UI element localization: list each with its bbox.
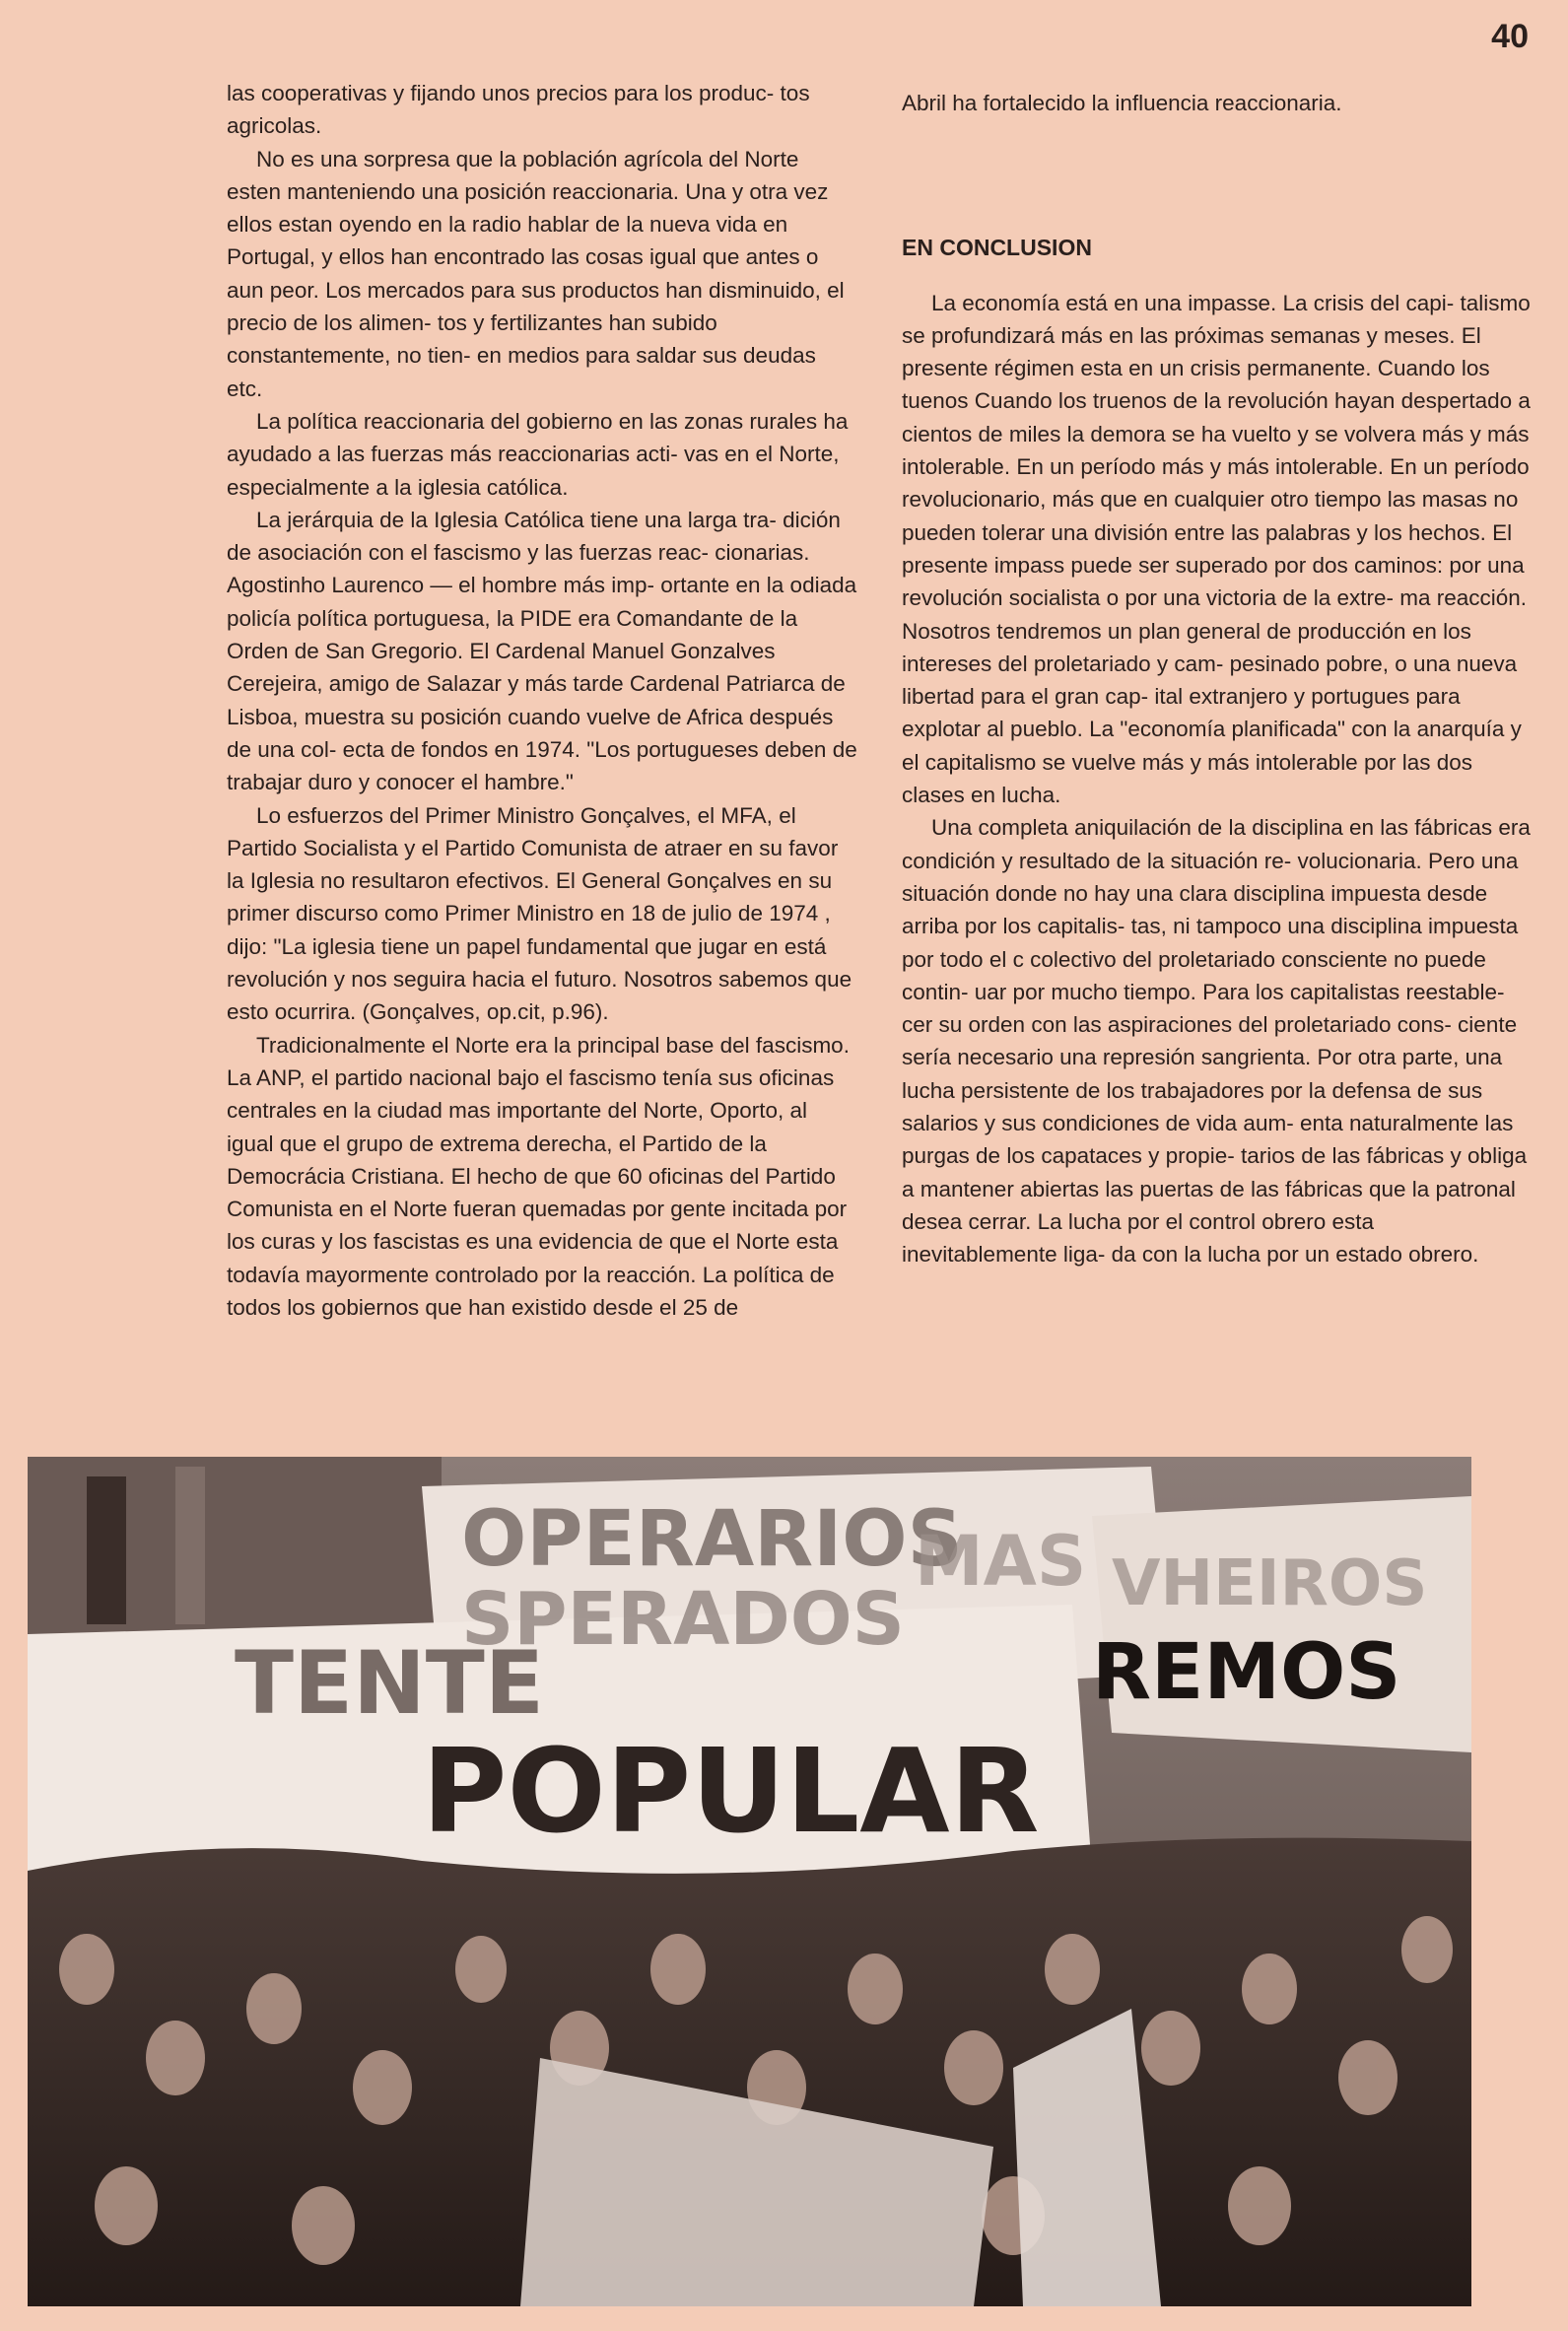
- banner-text-4: VHEIROS: [1112, 1547, 1428, 1620]
- banner-text-1: OPERARIOS: [461, 1495, 963, 1584]
- page-number: 40: [1491, 18, 1529, 55]
- right-paragraph-2: Una completa aniquilación de la disciplina en las fábricas era condición y resultado de la situación re- volucionaria. Pero una situación donde no hay una clara disciplina impuesta desde arriba por los capitalis- tas, ni tampoco una disciplina impuesta por todo el c colectivo del proletariado consciente no puede contin- uar por mucho tiempo. Para los capitalistas reestable- cer su orden con las aspiraciones del proletariado cons- ciente sería necesario una represión sangrienta. Por otra parte, una lucha persistente de los trabajadores por la defensa de sus salarios y sus condiciones de vida aum- enta naturalmente las purgas de los capataces y propie- tarios de las fábricas y obliga a mantener abiertas las puertas de las fábricas que la patronal desea cerrar. La lucha por el control obrero esta inevitablemente liga- da con la lucha por un estado obrero.: [902, 815, 1531, 1268]
- section-heading: EN CONCLUSION: [902, 235, 1092, 261]
- banner-text-2: SPERADOS: [461, 1577, 905, 1662]
- protest-photo-illustration: [28, 1457, 1471, 2306]
- banner-text-5: REMOS: [1092, 1628, 1401, 1717]
- right-paragraph-1: La economía está en una impasse. La crisis del capi- talismo se profundizará más en las próximas semanas y meses. El presente régimen esta en un crisis permanente. Cuando los tuenos Cuando los truenos de la revolución hayan despertado a cientos de miles la demora se ha vuelto y se volvera más y más intolerable. En un período más y más intolerable. En un período revolucionario, más que en cualquier otro tiempo las masas no pueden tolerar una división entre las palabras y los hechos. El presente impass puede ser superado por dos caminos: por una revolución socialista o por una victoria de la extre- ma reacción. Nosotros tendremos un plan general de producción en los intereses del proletariado y cam- pesinado pobre, o una nueva libertad para el gran cap- ital extranjero y portugues para explotar al pueblo. La "economía planificada" con la anarquía y el capitalismo se vuelve más y más intolerable por las dos clases en lucha.: [902, 290, 1531, 808]
- left-paragraph-5: Lo esfuerzos del Primer Ministro Gonçalves, el MFA, el Partido Socialista y el Partido Comunista de atraer en su favor la Iglesia no resultaron efectivos. El General Gonçalves en su primer discurso como Primer Ministro en 18 de julio de 1974 , dijo: "La iglesia tiene un papel fundamental que jugar en está revolución y nos seguira hacia el futuro. Nosotros sabemos que esto ocurrira. (Gonçalves, op.cit, p.96).: [227, 802, 852, 1025]
- banner-text-6: TENTE: [235, 1632, 544, 1734]
- right-continuation: Abril ha fortalecido la influencia reaccionaria.: [902, 91, 1342, 115]
- right-text-column: [902, 87, 1533, 1271]
- left-paragraph-3: La política reaccionaria del gobierno en las zonas rurales ha ayudado a las fuerzas más reaccionarias acti- vas en el Norte, especialmente a la iglesia católica.: [227, 408, 849, 500]
- banner-text-7: POPULAR: [422, 1723, 1040, 1859]
- banner-text-3: MAS: [915, 1521, 1087, 1602]
- left-text-column: [227, 77, 857, 1324]
- left-paragraph-1: las cooperativas y fijando unos precios para los produc- tos agricolas.: [227, 81, 810, 139]
- left-paragraph-6: Tradicionalmente el Norte era la principal base del fascismo. La ANP, el partido nacional bajo el fascismo tenía sus oficinas centrales en la ciudad mas importante del Norte, Oporto, al igual que el grupo de extrema derecha, el Partido de la Democrácia Cristiana. El hecho de que 60 oficinas del Partido Comunista en el Norte fueran quemadas por gente incitada por los curas y los fascistas es una evidencia de que el Norte esta todavía mayormente controlado por la reacción. La política de todos los gobiernos que han existido desde el 25 de: [227, 1032, 850, 1320]
- left-paragraph-4: La jerárquia de la Iglesia Católica tiene una larga tra- dición de asociación con el fascismo y las fuerzas reac- cionarias. Agostinho Laurenco — el hombre más imp- ortante en la odiada policía política portuguesa, la PIDE era Comandante de la Orden de San Gregorio. El Cardenal Manuel Gonzalves Cerejeira, amigo de Salazar y más tarde Cardenal Patriarca de Lisboa, muestra su posición cuando vuelve de Africa después de una col- ecta de fondos en 1974. "Los portugueses deben de trabajar duro y conocer el hambre.": [227, 507, 857, 795]
- protest-photo: [28, 1457, 1471, 2306]
- left-paragraph-2: No es una sorpresa que la población agrícola del Norte esten manteniendo una posición reaccionaria. Una y otra vez ellos estan oyendo en la radio hablar de la nueva vida en Portugal, y ellos han encontrado las cosas igual que antes o aun peor. Los mercados para sus productos han disminuido, el precio de los alimen- tos y fertilizantes han subido constantemente, no tien- en medios para saldar sus deudas etc.: [227, 146, 845, 401]
